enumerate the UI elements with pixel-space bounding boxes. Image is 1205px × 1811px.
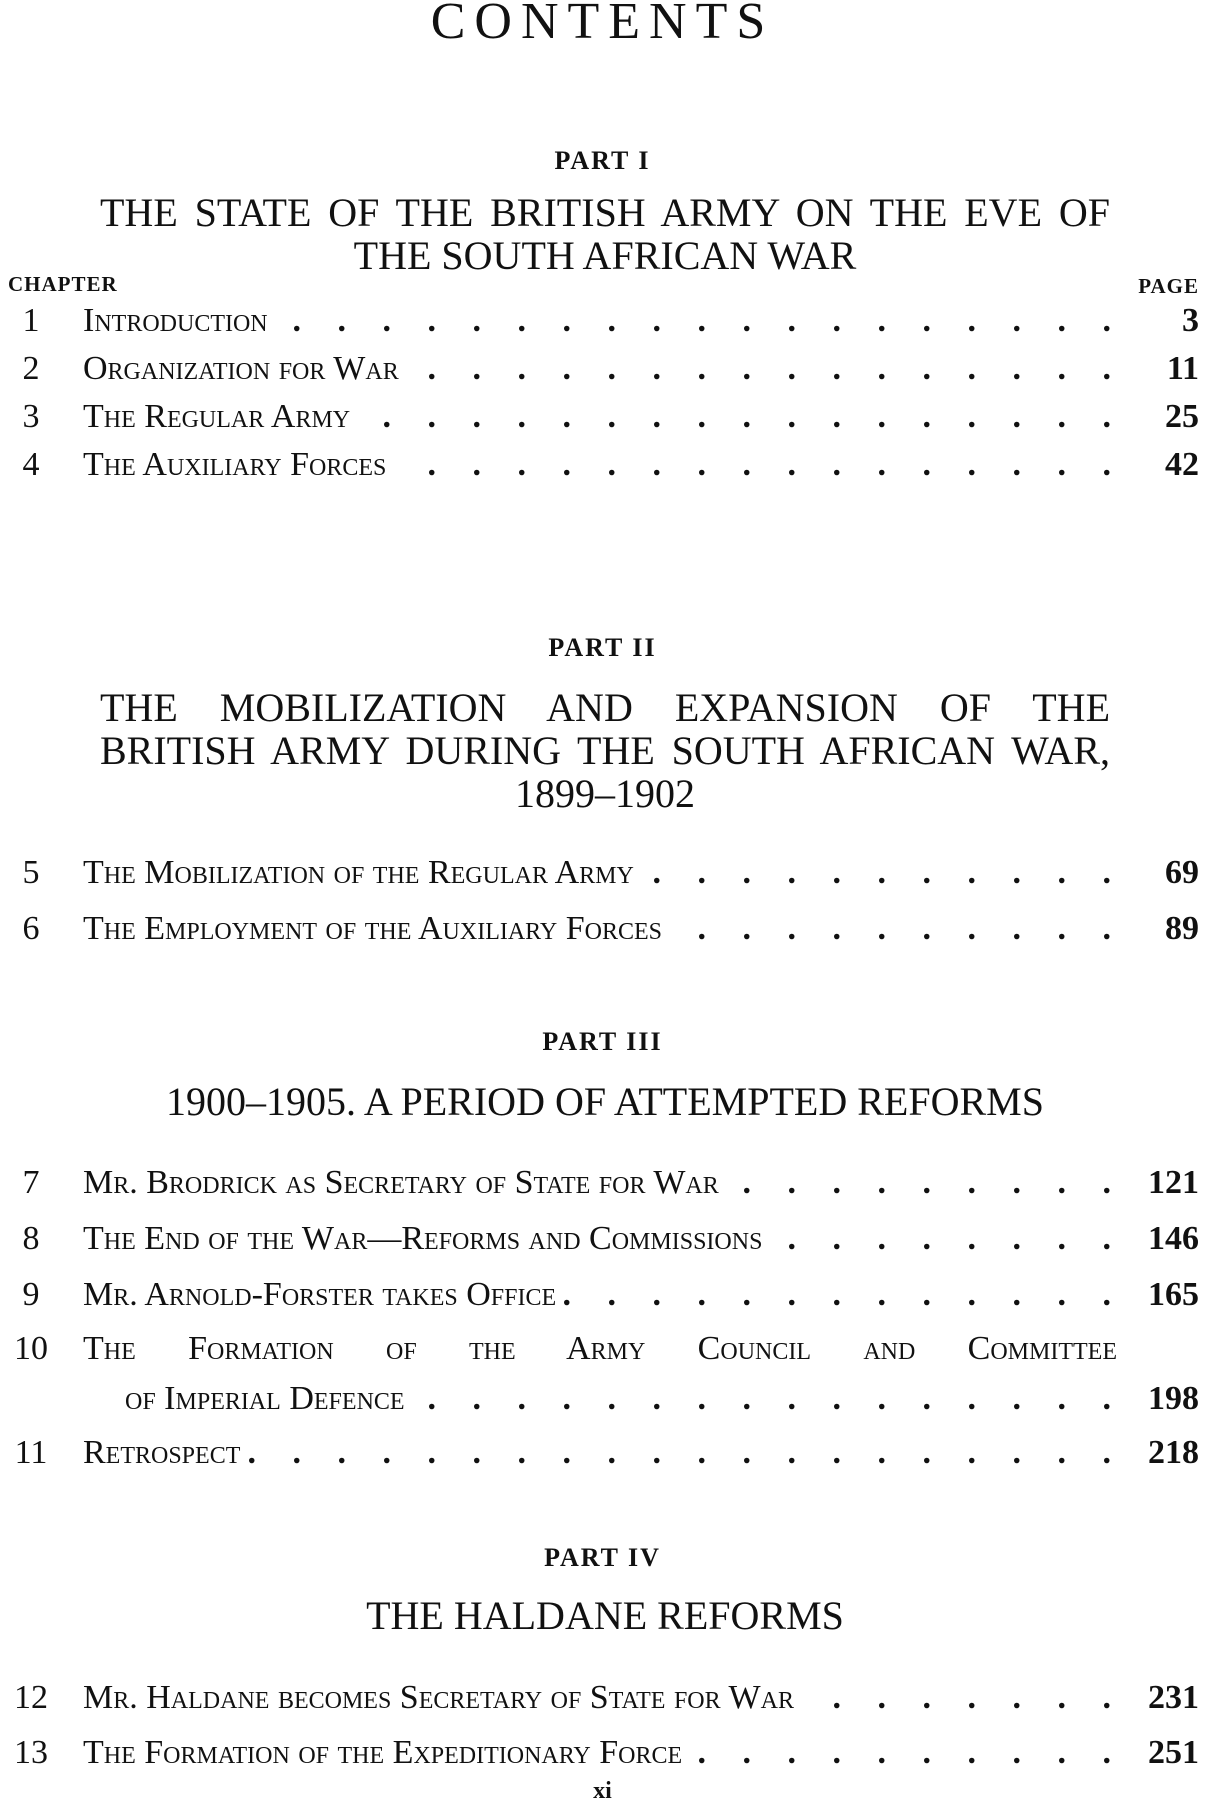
chapter-title-line-2: of Imperial Defence bbox=[125, 1380, 413, 1417]
chapter-title: Mr. Brodrick as Secretary of State for War bbox=[83, 1164, 727, 1201]
page-number: 231 bbox=[1148, 1679, 1199, 1716]
chapter-title: The Formation of the Expeditionary Force bbox=[83, 1734, 690, 1771]
page-number: 146 bbox=[1148, 1220, 1199, 1257]
page-number: 89 bbox=[1165, 910, 1199, 947]
page-number: 218 bbox=[1148, 1434, 1199, 1471]
page-column-header: PAGE bbox=[1138, 274, 1199, 298]
part-1-label: PART I bbox=[554, 146, 651, 175]
toc-entry-ch2[interactable] bbox=[0, 344, 1205, 394]
toc-entry-ch3[interactable] bbox=[0, 392, 1205, 442]
chapter-title: The End of the War—Reforms and Commissions bbox=[83, 1220, 770, 1257]
page-number: 42 bbox=[1165, 446, 1199, 483]
toc-entry-ch8[interactable] bbox=[0, 1214, 1205, 1264]
chapter-title: The Employment of the Auxiliary Forces bbox=[83, 910, 670, 947]
chapter-number: 7 bbox=[22, 1164, 40, 1201]
toc-entry-ch6[interactable] bbox=[0, 904, 1205, 954]
chapter-title: Retrospect bbox=[83, 1434, 248, 1471]
part-3-label: PART III bbox=[542, 1027, 663, 1056]
chapter-number: 11 bbox=[14, 1434, 48, 1471]
page-number: 121 bbox=[1148, 1164, 1199, 1201]
chapter-number: 12 bbox=[14, 1679, 48, 1716]
toc-entry-ch4[interactable] bbox=[0, 440, 1205, 490]
chapter-title: The Mobilization of the Regular Army bbox=[83, 854, 642, 891]
chapter-title: Mr. Haldane becomes Secretary of State for War bbox=[83, 1679, 802, 1716]
toc-entry-ch9[interactable] bbox=[0, 1270, 1205, 1320]
chapter-title: The Auxiliary Forces bbox=[83, 446, 394, 483]
part-4-heading: THE HALDANE REFORMS bbox=[366, 1593, 844, 1638]
folio-page-number: xi bbox=[593, 1778, 612, 1804]
chapter-number: 13 bbox=[14, 1734, 48, 1771]
page-title: CONTENTS bbox=[430, 0, 775, 50]
chapter-number: 8 bbox=[22, 1220, 40, 1257]
chapter-number: 5 bbox=[22, 854, 40, 891]
page-number: 69 bbox=[1165, 854, 1199, 891]
toc-entry-ch10[interactable] bbox=[0, 1324, 1205, 1424]
page-number: 25 bbox=[1165, 398, 1199, 435]
chapter-title: Organization for War bbox=[83, 350, 407, 387]
chapter-title: Introduction bbox=[83, 302, 276, 339]
chapter-number: 3 bbox=[22, 398, 40, 435]
toc-entry-ch12[interactable] bbox=[0, 1673, 1205, 1723]
chapter-number: 1 bbox=[22, 302, 40, 339]
part-1-heading: THE STATE OF THE BRITISH ARMY ON THE EVE OF THE SOUTH AFRICAN WAR bbox=[100, 190, 1110, 278]
chapter-title-line-1: The Formation of the Army Council and Committee bbox=[83, 1330, 1117, 1367]
chapter-number: 9 bbox=[22, 1276, 40, 1313]
part-2-label: PART II bbox=[548, 633, 657, 662]
toc-entry-ch11[interactable] bbox=[0, 1428, 1205, 1478]
toc-entry-ch13[interactable] bbox=[0, 1728, 1205, 1778]
toc-entry-ch5[interactable] bbox=[0, 848, 1205, 898]
part-2-heading: THE MOBILIZATION AND EXPANSION OF THE BRITISH ARMY DURING THE SOUTH AFRICAN WAR, 1899–1902 bbox=[100, 685, 1110, 816]
page-number: 11 bbox=[1166, 350, 1199, 387]
chapter-number: 10 bbox=[14, 1330, 48, 1367]
page-number: 3 bbox=[1182, 302, 1199, 339]
chapter-number: 2 bbox=[22, 350, 40, 387]
page-number: 165 bbox=[1148, 1276, 1199, 1313]
part-4-label: PART IV bbox=[544, 1543, 661, 1572]
chapter-column-header: CHAPTER bbox=[8, 272, 118, 296]
chapter-number: 6 bbox=[22, 910, 40, 947]
chapter-number: 4 bbox=[22, 446, 40, 483]
part-3-heading: 1900–1905. A PERIOD OF ATTEMPTED REFORMS bbox=[166, 1079, 1044, 1124]
page-number: 198 bbox=[1148, 1380, 1199, 1417]
page-number: 251 bbox=[1148, 1734, 1199, 1771]
toc-entry-ch1[interactable] bbox=[0, 296, 1205, 346]
chapter-title: Mr. Arnold-Forster takes Office bbox=[83, 1276, 564, 1313]
chapter-title: The Regular Army bbox=[83, 398, 358, 435]
toc-entry-ch7[interactable] bbox=[0, 1158, 1205, 1208]
